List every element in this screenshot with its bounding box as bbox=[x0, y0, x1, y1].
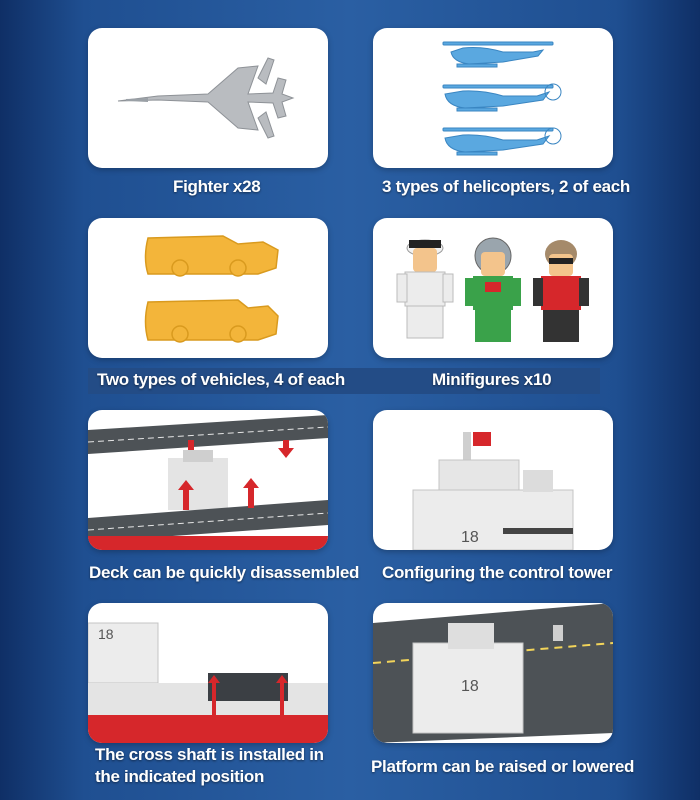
vehicle-1 bbox=[146, 236, 279, 274]
minifigures-card bbox=[373, 218, 613, 358]
helicopters-card bbox=[373, 28, 613, 168]
minifigure-crew bbox=[533, 240, 589, 342]
tower-caption: Configuring the control tower bbox=[382, 563, 613, 582]
shaft-image bbox=[88, 603, 328, 743]
platform-card bbox=[373, 603, 613, 743]
platform-caption: Platform can be raised or lowered bbox=[371, 757, 635, 776]
tower-hull-number: 18 bbox=[461, 529, 479, 546]
platform-image bbox=[373, 603, 613, 743]
shaft-caption-line2: the indicated position bbox=[95, 767, 265, 786]
deck-card bbox=[88, 410, 328, 550]
tower-image bbox=[373, 410, 613, 550]
vehicles-image bbox=[88, 218, 328, 358]
helicopters-image bbox=[373, 28, 613, 168]
helicopters-caption: 3 types of helicopters, 2 of each bbox=[382, 177, 631, 196]
vehicles-caption: Two types of vehicles, 4 of each bbox=[97, 370, 345, 389]
minifigures-image bbox=[373, 218, 613, 358]
helicopter-3 bbox=[443, 128, 561, 155]
shaft-caption-line1: The cross shaft is installed in bbox=[95, 745, 324, 764]
minifigures-caption: Minifigures x10 bbox=[432, 370, 552, 389]
vehicles-card bbox=[88, 218, 328, 358]
vehicle-2 bbox=[146, 300, 279, 340]
helicopter-2 bbox=[443, 84, 561, 111]
minifigure-officer bbox=[397, 240, 453, 338]
shaft-hull-number: 18 bbox=[98, 626, 114, 642]
deck-image bbox=[88, 410, 328, 550]
tower-card bbox=[373, 410, 613, 550]
deck-caption: Deck can be quickly disassembled bbox=[89, 563, 360, 582]
fighter-card bbox=[88, 28, 328, 168]
fighter-jet-image bbox=[88, 28, 328, 168]
platform-hull-number: 18 bbox=[461, 678, 479, 695]
fighter-caption: Fighter x28 bbox=[173, 177, 261, 196]
shaft-card bbox=[88, 603, 328, 743]
minifigure-pilot bbox=[465, 238, 521, 342]
helicopter-1 bbox=[443, 42, 553, 67]
